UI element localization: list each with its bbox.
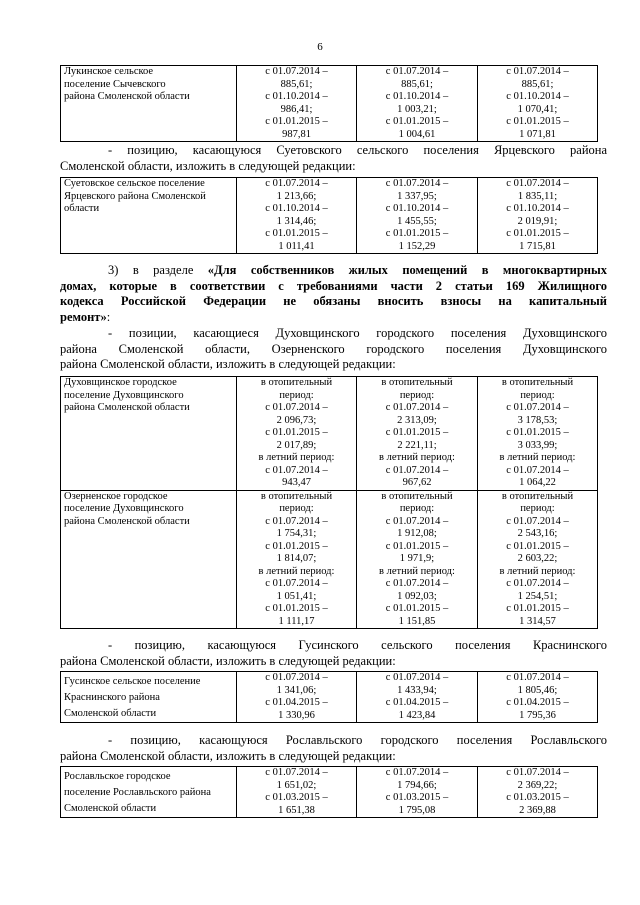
paragraph-gusinskoe bbox=[60, 638, 607, 669]
text-line: с 01.07.2014 – bbox=[385, 767, 449, 778]
text-line: период: bbox=[520, 503, 555, 514]
settlement-name-cell bbox=[61, 66, 237, 142]
text-line: 885,61; bbox=[401, 78, 433, 90]
text-line: с 01.01.2015 – bbox=[265, 427, 328, 438]
page-number: 6 bbox=[317, 41, 323, 53]
text-line: 1 314,46; bbox=[276, 215, 317, 227]
text-line: 1 795,36 bbox=[519, 709, 556, 721]
text-line: 2 369,88 bbox=[519, 804, 556, 816]
text-line: с 01.07.2014 – bbox=[385, 178, 449, 189]
tariff-cell bbox=[237, 66, 357, 142]
text-line: с 01.01.2015 – bbox=[506, 427, 569, 438]
text-line: Озерненское городское bbox=[64, 490, 168, 502]
tariff-cell bbox=[237, 178, 357, 254]
text-line: с 01.07.2014 – bbox=[265, 672, 328, 683]
text-line: кодекса Российской Федерации не обязаны вносить взносы на капитальный bbox=[60, 294, 607, 308]
text-line: области bbox=[64, 203, 100, 214]
text-line: с 01.07.2014 – bbox=[265, 402, 328, 413]
text-line: Смоленской области, изложить в следующей редакции: bbox=[60, 158, 356, 173]
text-line: с 01.10.2014 – bbox=[506, 91, 569, 102]
text-line: 1 794,66; bbox=[397, 779, 437, 791]
paragraph-dukhovshchinskoe bbox=[60, 326, 607, 373]
text-line: 1 433,94; bbox=[397, 684, 437, 696]
text-line: 2 019,91; bbox=[517, 215, 558, 227]
text-line: с 01.07.2014 – bbox=[506, 767, 569, 778]
text-line: с 01.01.2015 – bbox=[385, 540, 449, 552]
text-line: 1 064,22 bbox=[519, 477, 556, 488]
tariff-cell bbox=[478, 66, 598, 142]
text-line: с 01.10.2014 – bbox=[385, 91, 449, 102]
table-row bbox=[61, 767, 598, 818]
text-line: 2 017,89; bbox=[276, 439, 317, 451]
text-line: района Смоленской области bbox=[64, 91, 190, 102]
tariff-cell bbox=[237, 672, 357, 723]
text-line: Лукинское сельское bbox=[64, 66, 154, 77]
table-row bbox=[61, 490, 598, 629]
text-line: поселение Духовщинского bbox=[64, 389, 184, 401]
text-line: 1 795,08 bbox=[398, 804, 436, 816]
text-line: 1 330,96 bbox=[278, 709, 315, 721]
tariff-cell bbox=[357, 490, 478, 629]
text-line: 3 178,53; bbox=[517, 414, 558, 426]
text-line: период: bbox=[279, 389, 314, 401]
text-line: в отопительный bbox=[381, 377, 453, 388]
text-line: 1 814,07; bbox=[276, 553, 317, 564]
tariff-table-roslavlskoe bbox=[60, 766, 598, 818]
text-line: Суетовское сельское поселение bbox=[64, 178, 205, 189]
tariff-cell bbox=[237, 377, 357, 491]
text-line: с 01.07.2014 – bbox=[506, 178, 569, 189]
text-line: с 01.03.2015 – bbox=[506, 792, 569, 803]
text-line: 885,61; bbox=[521, 78, 554, 90]
text-line: 1 254,51; bbox=[517, 590, 558, 602]
text-line: 1 423,84 bbox=[398, 709, 436, 721]
settlement-name-cell bbox=[61, 178, 237, 254]
table-row bbox=[61, 672, 598, 723]
text-line: Смоленской области bbox=[64, 803, 157, 814]
text-line: 1 070,41; bbox=[517, 103, 558, 115]
text-line: период: bbox=[399, 389, 435, 401]
text-line: 1 912,08; bbox=[397, 528, 437, 539]
text-line: с 01.01.2015 – bbox=[385, 116, 449, 127]
text-line: 1 314,57 bbox=[519, 615, 556, 627]
text-line: с 01.07.2014 – bbox=[385, 578, 449, 589]
text-line: с 01.07.2014 – bbox=[265, 767, 328, 778]
text-line: 1 213,66; bbox=[276, 190, 317, 202]
text-line: 3) в разделе bbox=[108, 263, 208, 277]
text-line: 1 835,11; bbox=[517, 190, 558, 202]
text-line: в отопительный bbox=[381, 490, 453, 502]
tariff-cell bbox=[357, 178, 478, 254]
text-line: с 01.07.2014 – bbox=[265, 578, 328, 589]
tariff-cell bbox=[478, 377, 598, 491]
text-line: Духовщинское городское bbox=[64, 377, 177, 388]
text-line: с 01.03.2015 – bbox=[385, 792, 449, 803]
tariff-cell bbox=[478, 767, 598, 818]
text-line: с 01.01.2015 – bbox=[265, 116, 328, 127]
text-line: с 01.07.2014 – bbox=[506, 464, 569, 476]
text-line: с 01.01.2015 – bbox=[265, 603, 328, 614]
text-line: с 01.10.2014 – bbox=[265, 91, 328, 102]
text-line: с 01.01.2015 – bbox=[506, 540, 569, 552]
text-line: с 01.10.2014 – bbox=[506, 203, 569, 214]
text-line: 2 313,09; bbox=[397, 414, 437, 426]
text-line: 986,41; bbox=[280, 103, 313, 115]
tariff-cell bbox=[478, 178, 598, 254]
text-line: поселение Рославльского района bbox=[64, 787, 211, 798]
text-line: период: bbox=[399, 503, 435, 514]
tariff-cell bbox=[357, 767, 478, 818]
text-line: 1 051,41; bbox=[276, 590, 317, 602]
text-line: с 01.10.2014 – bbox=[385, 203, 449, 214]
text-line: района Смоленской области, Озерненского городского поселения Духовщинского bbox=[60, 341, 607, 356]
text-line: с 01.01.2015 – bbox=[506, 228, 569, 239]
text-line: района Смоленской области bbox=[64, 515, 190, 527]
tariff-cell bbox=[357, 66, 478, 142]
text-line: с 01.07.2014 – bbox=[506, 402, 569, 413]
text-line: период: bbox=[279, 503, 314, 514]
text-line: Ярцевского района Смоленской bbox=[64, 190, 206, 202]
tariff-table-gusinskoe bbox=[60, 671, 598, 723]
text-line: с 01.10.2014 – bbox=[265, 203, 328, 214]
text-line: 967,62 bbox=[402, 477, 432, 488]
text-line: - позиции, касающиеся Духовщинского городского поселения Духовщинского bbox=[108, 326, 607, 340]
text-line: с 01.01.2015 – bbox=[385, 603, 449, 614]
text-line: района Смоленской области, изложить в следующей редакции: bbox=[60, 653, 396, 668]
text-line: с 01.01.2015 – bbox=[265, 540, 328, 552]
text-line: поселение Духовщинского bbox=[64, 503, 184, 514]
settlement-name-cell bbox=[61, 767, 237, 818]
text-line: с 01.07.2014 – bbox=[265, 464, 328, 476]
text-line: 1 071,81 bbox=[519, 128, 556, 140]
text-line: с 01.04.2015 – bbox=[265, 697, 328, 708]
text-line: 943,47 bbox=[282, 477, 311, 488]
text-line: с 01.01.2015 – bbox=[265, 228, 328, 239]
tariff-table-suetovskoe bbox=[60, 177, 598, 254]
text-line: с 01.07.2014 – bbox=[385, 464, 449, 476]
text-line: с 01.07.2014 – bbox=[506, 515, 569, 527]
settlement-name-cell bbox=[61, 377, 237, 491]
table-row bbox=[61, 178, 598, 254]
section-3-heading bbox=[60, 263, 607, 325]
tariff-cell bbox=[357, 672, 478, 723]
text-line: - позицию, касающуюся Рославльского городского поселения Рославльского bbox=[108, 733, 607, 747]
text-line: с 01.07.2014 – bbox=[506, 672, 569, 683]
paragraph-suetovskoe bbox=[60, 143, 607, 174]
paragraph-roslavlskoe bbox=[60, 733, 607, 764]
text-line: Смоленской области bbox=[64, 708, 157, 719]
text-line: : bbox=[106, 309, 111, 324]
text-line: с 01.04.2015 – bbox=[506, 697, 569, 708]
text-line: района Смоленской области, изложить в следующей редакции: bbox=[60, 357, 396, 371]
text-line: «Для собственников жилых помещений в многоквартирных bbox=[207, 263, 607, 277]
table-row bbox=[61, 377, 598, 491]
text-line: с 01.03.2015 – bbox=[265, 792, 328, 803]
tariff-cell bbox=[357, 377, 478, 491]
text-line: домах, которые в соответствии с требованиями части 2 статьи 169 Жилищного bbox=[60, 278, 607, 293]
text-line: с 01.07.2014 – bbox=[265, 515, 328, 527]
text-line: 1 111,17 bbox=[278, 615, 315, 627]
text-line: Краснинского района bbox=[64, 692, 160, 703]
text-line: 2 221,11; bbox=[397, 439, 437, 451]
text-line: с 01.07.2014 – bbox=[265, 178, 328, 189]
text-line: с 01.01.2015 – bbox=[506, 116, 569, 127]
text-line: с 01.07.2014 – bbox=[385, 402, 449, 413]
text-line: в летний период: bbox=[379, 565, 455, 577]
text-line: с 01.07.2014 – bbox=[506, 66, 569, 77]
text-line: с 01.07.2014 – bbox=[265, 66, 328, 77]
text-line: 1 455,55; bbox=[397, 215, 437, 227]
text-line: 1 651,38 bbox=[278, 804, 315, 816]
text-line: района Смоленской области bbox=[64, 402, 190, 413]
text-line: 885,61; bbox=[280, 78, 313, 90]
tariff-table-dukhovshchinsky bbox=[60, 376, 598, 629]
text-line: в отопительный bbox=[501, 377, 574, 388]
text-line: 2 369,22; bbox=[517, 779, 558, 791]
text-line: 1 651,02; bbox=[276, 779, 317, 791]
text-line: Гусинское сельское поселение bbox=[64, 676, 201, 687]
text-line: в летний период: bbox=[499, 452, 576, 463]
text-line: период: bbox=[520, 389, 555, 401]
text-line: с 01.04.2015 – bbox=[385, 697, 449, 708]
text-line: с 01.01.2015 – bbox=[506, 603, 569, 614]
tariff-cell bbox=[478, 672, 598, 723]
text-line: 1 715,81 bbox=[519, 240, 556, 252]
settlement-name-cell bbox=[61, 672, 237, 723]
text-line: 1 151,85 bbox=[398, 615, 436, 627]
text-line: 1 754,31; bbox=[276, 528, 317, 539]
text-line: с 01.01.2015 – bbox=[385, 427, 449, 438]
settlement-name-cell bbox=[61, 490, 237, 629]
text-line: 2 603,22; bbox=[517, 553, 558, 564]
text-line: - позицию, касающуюся Суетовского сельского поселения Ярцевского района bbox=[108, 143, 607, 157]
text-line: 1 805,46; bbox=[517, 684, 558, 696]
text-line: поселение Сычевского bbox=[64, 78, 166, 90]
text-line: 1 971,9; bbox=[399, 553, 435, 564]
text-line: в отопительный bbox=[501, 490, 574, 502]
text-line: с 01.07.2014 – bbox=[506, 578, 569, 589]
text-line: района Смоленской области, изложить в следующей редакции: bbox=[60, 748, 396, 763]
text-line: Рославльское городское bbox=[64, 771, 171, 782]
text-line: 1 003,21; bbox=[397, 103, 437, 115]
text-line: в отопительный bbox=[260, 490, 333, 502]
table-row bbox=[61, 66, 598, 142]
text-line: с 01.01.2015 – bbox=[385, 228, 449, 239]
text-line: 1 092,03; bbox=[397, 590, 437, 602]
text-line: в летний период: bbox=[258, 565, 335, 577]
text-line: 1 152,29 bbox=[398, 240, 436, 252]
tariff-cell bbox=[237, 767, 357, 818]
text-line: ремонт» bbox=[60, 309, 107, 324]
text-line: с 01.07.2014 – bbox=[385, 672, 449, 683]
text-line: в летний период: bbox=[379, 452, 455, 463]
text-line: с 01.07.2014 – bbox=[385, 66, 449, 77]
text-line: 1 337,95; bbox=[397, 190, 437, 202]
text-line: - позицию, касающуюся Гусинского сельского поселения Краснинского bbox=[108, 638, 607, 652]
tariff-table-lukinskoe bbox=[60, 65, 598, 142]
text-line: с 01.07.2014 – bbox=[385, 515, 449, 527]
text-line: в отопительный bbox=[260, 377, 333, 388]
text-line: 1 011,41 bbox=[278, 240, 315, 252]
text-line: 987,81 bbox=[282, 128, 311, 140]
text-line: 1 341,06; bbox=[276, 684, 317, 696]
text-line: 3 033,99; bbox=[517, 439, 558, 451]
text-line: 2 543,16; bbox=[517, 528, 558, 539]
text-line: в летний период: bbox=[258, 452, 335, 463]
text-line: в летний период: bbox=[499, 565, 576, 577]
text-line: 2 096,73; bbox=[276, 414, 317, 426]
tariff-cell bbox=[478, 490, 598, 629]
text-line: 1 004,61 bbox=[398, 128, 436, 140]
tariff-cell bbox=[237, 490, 357, 629]
